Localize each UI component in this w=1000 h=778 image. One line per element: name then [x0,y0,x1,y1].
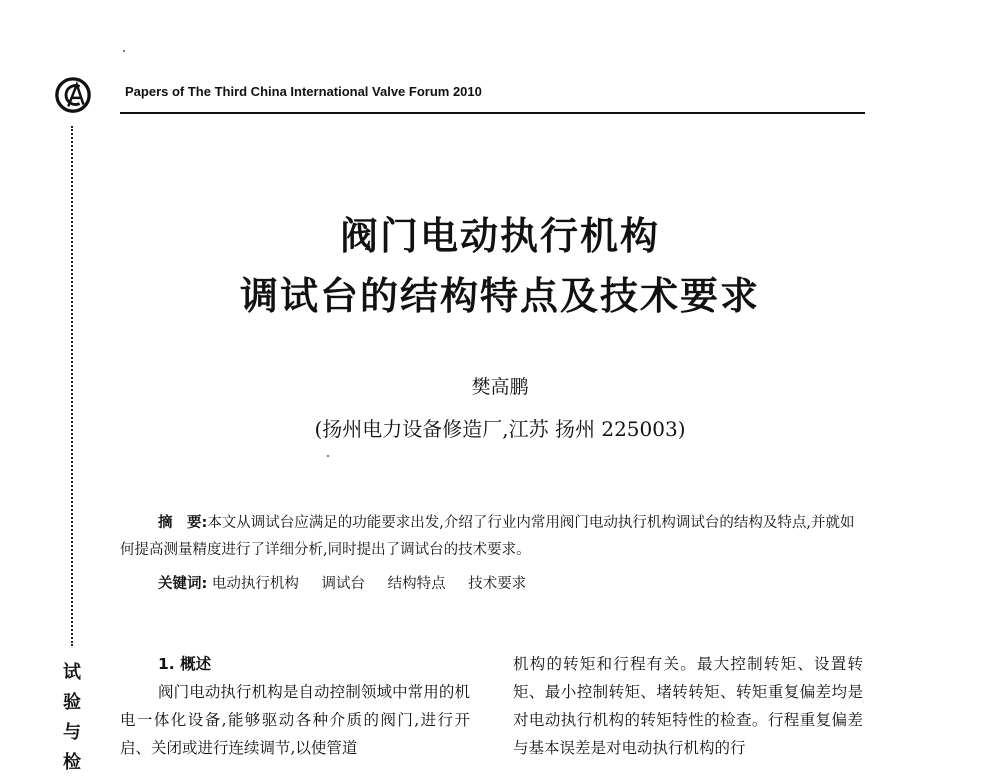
body-paragraph: 阀门电动执行机构是自动控制领域中常用的机电一体化设备,能够驱动各种介质的阀门,进行开启、关闭或进行连续调节,以使管道 [120,683,470,757]
section-heading: 1. 概述 [158,655,212,673]
keyword: 调试台 [321,576,366,592]
author-affiliation: (扬州电力设备修造厂,江苏 扬州 225003) [314,417,686,441]
paper-title-line-2: 调试台的结构特点及技术要求 [239,273,760,318]
keyword: 电动执行机构 [211,576,299,592]
abstract-text: 本文从调试台应满足的功能要求出发,介绍了行业内常用阀门电动执行机构调试台的结构及特点,并就如何提高测量精度进行了详细分析,同时提出了调试台的技术要求。 [120,515,855,558]
side-char: 检 [63,752,81,773]
paper-title-line-1: 阀门电动执行机构 [339,213,660,258]
side-char: 验 [63,692,81,713]
body-column-right [513,650,863,762]
scan-speck [123,50,125,52]
keyword: 结构特点 [387,576,446,592]
ca-logo-icon [54,76,92,114]
header-rule [120,112,865,114]
abstract [120,510,865,564]
author-name: 樊高鹏 [471,376,529,398]
body-paragraph: 机构的转矩和行程有关。最大控制转矩、设置转矩、最小控制转矩、堵转转矩、转矩重复偏差均是对电动执行机构的转矩特性的检查。行程重复偏差与基本误差是对电动执行机构的行 [513,655,863,757]
keywords-label: 关键词: [158,576,208,592]
keywords [158,572,544,593]
keyword: 技术要求 [468,576,527,592]
abstract-label: 摘 要: [158,515,208,531]
body-column-left [120,650,470,762]
section-side-label [60,658,84,778]
running-header: Papers of The Third China International Valve Forum 2010 [125,84,482,99]
side-char: 试 [63,662,81,683]
side-char: 与 [63,722,81,743]
scan-speck [327,455,329,457]
